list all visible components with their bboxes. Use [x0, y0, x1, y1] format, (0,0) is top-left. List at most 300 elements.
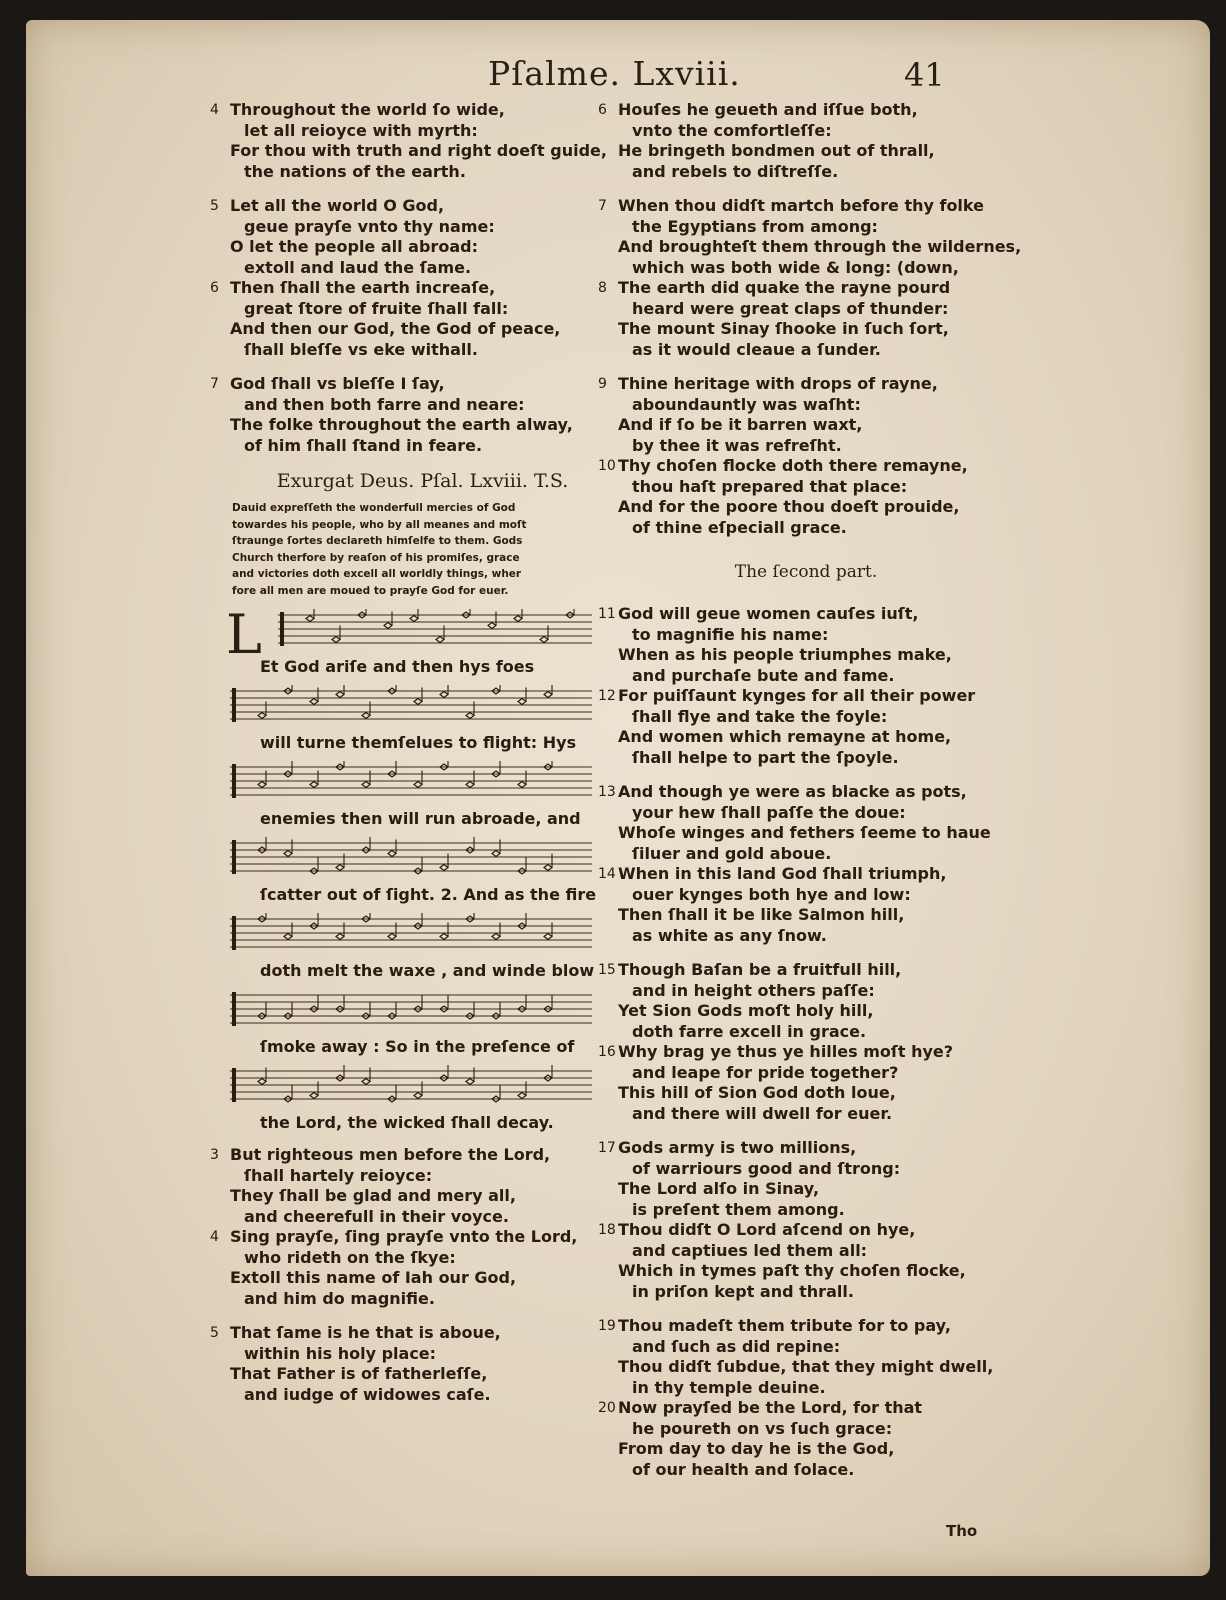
verse-line: [596, 707, 1016, 728]
music-note: [336, 865, 344, 871]
verse-text: Thou didſt O Lord aſcend on hye,: [618, 1220, 916, 1239]
verse-text: Thy choſen flocke doth there remayne,: [618, 456, 968, 475]
verse-line: [596, 864, 1016, 885]
verse-line: [208, 237, 603, 258]
music-staff: [230, 1065, 595, 1105]
music-note: [518, 699, 526, 705]
music-note: [414, 699, 422, 705]
verse-line: [596, 1159, 1016, 1180]
music-lyric: will turne themſelues to flight: Hys: [260, 733, 577, 752]
verse-line: [208, 1186, 603, 1207]
music-staff-row: [226, 603, 605, 685]
verse-text: which was both wide & long: (down,: [632, 257, 959, 277]
verse-text: Why brag ye thus ye hilles moſt hye?: [618, 1042, 954, 1061]
verse-text: This hill of Sion God doth loue,: [618, 1083, 896, 1102]
verse-line: [596, 319, 1016, 340]
verse-line: [596, 100, 1016, 121]
verse-line: [596, 477, 1016, 498]
verse-line: [208, 1248, 603, 1269]
verse-text: of thine eſpeciall grace.: [632, 517, 847, 537]
verse-line: [596, 905, 1016, 926]
argument-line: Dauid expreſſeth the wonderfull mercies of God: [232, 502, 516, 514]
verse-text: God will geue women cauſes iuſt,: [618, 604, 919, 623]
stanza: [210, 100, 605, 182]
verse-line: [596, 456, 1016, 477]
verse-line: [596, 237, 1022, 258]
verse-line: [596, 497, 1016, 518]
verse-text: The earth did quake the rayne pourd: [618, 278, 951, 297]
verse-text: thou haſt prepared that place:: [632, 476, 908, 496]
verse-line: [596, 926, 1016, 947]
right-column: [596, 100, 1022, 1494]
verse-text: That Father is of fatherleſſe,: [230, 1364, 488, 1383]
page-number: 41: [904, 56, 945, 94]
verse-text: Though Baſan be a fruitfull hill,: [618, 960, 902, 979]
verse-text: Throughout the world ſo wide,: [230, 100, 505, 119]
verse-number: 13: [598, 784, 616, 800]
verse-line: [208, 278, 603, 299]
verse-line: [596, 436, 1016, 457]
verse-text: Sing prayſe, ſing prayſe vnto the Lord,: [230, 1227, 578, 1246]
verse-text: of him ſhall ſtand in feare.: [244, 435, 483, 455]
verse-text: of our health and ſolace.: [632, 1459, 855, 1479]
verse-line: [208, 1227, 603, 1248]
verse-text: ſhall flye and take the foyle:: [632, 706, 888, 726]
verse-number: 20: [598, 1400, 616, 1416]
verse-text: and rebels to diſtreſſe.: [632, 161, 839, 181]
music-note: [362, 1079, 370, 1085]
verse-number: 18: [598, 1222, 616, 1238]
verse-line: [208, 1344, 603, 1365]
verse-line: [596, 340, 1016, 361]
verse-text: Thou didſt ſubdue, that they might dwell,: [618, 1357, 994, 1376]
clef-mark: [232, 916, 236, 950]
verse-line: [596, 1398, 1016, 1419]
verse-line: [596, 727, 1016, 748]
music-lyric: Et God ariſe and then hys foes: [260, 657, 535, 676]
music-staff-row: [230, 837, 605, 913]
stanza: [596, 100, 1016, 182]
music-note: [540, 637, 548, 643]
verse-line: [596, 1200, 1016, 1221]
music-note: [414, 1093, 422, 1099]
verse-text: ouer kynges both hye and low:: [632, 884, 911, 904]
verse-line: [596, 1460, 1016, 1481]
verse-text: Thine heritage with drops of rayne,: [618, 374, 938, 393]
verse-line: [596, 625, 1016, 646]
verse-text: extoll and laud the ſame.: [244, 257, 472, 277]
verse-text: Extoll this name of Iah our God,: [230, 1268, 517, 1287]
verse-line: [208, 258, 603, 279]
verse-text: God ſhall vs bleſſe I ſay,: [230, 374, 445, 393]
verse-text: and there will dwell for euer.: [632, 1103, 893, 1123]
verse-text: The Lord alſo in Sinay,: [618, 1179, 820, 1198]
music-staff-row: [230, 1065, 605, 1141]
music-note: [518, 782, 526, 788]
verse-number: 9: [598, 376, 607, 392]
music-note: [362, 713, 370, 719]
verse-text: and purchaſe bute and fame.: [632, 665, 895, 685]
verse-text: And if ſo be it barren waxt,: [618, 415, 863, 434]
psalm-argument: [210, 500, 605, 599]
verse-number: 5: [210, 198, 219, 214]
verse-line: [208, 1268, 603, 1289]
verse-line: [596, 981, 1016, 1002]
stanza: [596, 374, 1016, 538]
music-note: [544, 692, 552, 698]
verse-line: [596, 1357, 1016, 1378]
music-staff: [230, 913, 595, 953]
verse-number: 19: [598, 1318, 616, 1334]
drop-cap: L: [226, 603, 262, 666]
verse-line: [596, 1063, 1016, 1084]
music-note: [258, 1079, 266, 1085]
verse-text: and leape for pride together?: [632, 1062, 899, 1082]
verse-line: [596, 885, 1016, 906]
verse-text: From day to day he is the God,: [618, 1439, 895, 1458]
verse-line: [208, 374, 603, 395]
verse-text: is preſent them among.: [632, 1199, 845, 1219]
verse-text: When as his people triumphes make,: [618, 645, 952, 664]
verse-number: 11: [598, 606, 616, 622]
verse-line: [596, 1022, 1016, 1043]
verse-line: [596, 803, 1016, 824]
music-note: [492, 934, 500, 940]
verse-line: [596, 1042, 1016, 1063]
music-staff-row: [230, 685, 605, 761]
verse-line: [596, 374, 1016, 395]
right-stanzas-bottom: [596, 604, 1016, 1480]
verse-line: [208, 1385, 603, 1406]
verse-text: in priſon kept and thrall.: [632, 1281, 854, 1301]
verse-text: your hew ſhall paſſe the doue:: [632, 802, 906, 822]
left-column: [210, 100, 605, 1419]
verse-text: ſiluer and gold aboue.: [632, 843, 832, 863]
music-note: [362, 782, 370, 788]
music-note: [388, 851, 396, 857]
verse-number: 14: [598, 866, 616, 882]
verse-line: [596, 1282, 1016, 1303]
verse-text: Gods army is two millions,: [618, 1138, 857, 1157]
verse-number: 15: [598, 962, 616, 978]
verse-number: 3: [210, 1147, 219, 1163]
verse-text: in thy temple deuine.: [632, 1377, 826, 1397]
music-staff: [230, 609, 595, 649]
verse-text: heard were great claps of thunder:: [632, 298, 949, 318]
verse-line: [208, 121, 603, 142]
verse-line: [208, 436, 603, 457]
stanza: [596, 782, 1016, 946]
verse-text: ſhall hartely reioyce:: [244, 1165, 433, 1185]
music-note: [436, 637, 444, 643]
verse-text: He bringeth bondmen out of thrall,: [618, 141, 935, 160]
stanza: [210, 196, 605, 360]
verse-text: And broughteſt them through the wildernes,: [618, 237, 1022, 256]
verse-line: [596, 604, 1016, 625]
verse-number: 6: [210, 280, 219, 296]
argument-line: fore all men are moued to prayſe God for euer.: [232, 584, 509, 597]
verse-text: ſhall bleſſe vs eke withall.: [244, 339, 478, 359]
verse-line: [208, 162, 603, 183]
verse-text: within his holy place:: [244, 1343, 437, 1363]
music-note: [488, 623, 496, 629]
verse-line: [596, 1083, 1016, 1104]
music-note: [332, 637, 340, 643]
clef-mark: [232, 840, 236, 874]
verse-text: But righteous men before the Lord,: [230, 1145, 551, 1164]
verse-number: 16: [598, 1044, 616, 1060]
music-note: [258, 713, 266, 719]
section-heading: The ſecond part.: [734, 562, 878, 582]
verse-text: Houſes he geueth and iſſue both,: [618, 100, 918, 119]
music-lyric: ſcatter out of ſight. 2. And as the fire: [260, 885, 597, 904]
verse-text: O let the people all abroad:: [230, 237, 478, 256]
verse-text: They ſhall be glad and mery all,: [230, 1186, 516, 1205]
music-note: [284, 934, 292, 940]
verse-line: [596, 748, 1016, 769]
verse-text: who rideth on the ſkye:: [244, 1247, 456, 1267]
verse-line: [596, 395, 1016, 416]
music-note: [518, 1093, 526, 1099]
verse-text: the Egyptians from among:: [632, 216, 878, 236]
verse-text: and in height others paſſe:: [632, 980, 875, 1000]
verse-number: 10: [598, 458, 616, 474]
verse-text: as it would cleaue a ſunder.: [632, 339, 881, 359]
stanza: [210, 374, 605, 456]
verse-line: [596, 415, 1016, 436]
verse-text: And then our God, the God of peace,: [230, 319, 561, 338]
verse-text: That ſame is he that is aboue,: [230, 1323, 501, 1342]
verse-line: [596, 645, 1016, 666]
verse-text: Which in tymes paſt thy choſen flocke,: [618, 1261, 966, 1280]
clef-mark: [232, 1068, 236, 1102]
verse-line: [596, 1220, 1016, 1241]
verse-line: [208, 415, 603, 436]
verse-text: When in this land God ſhall triumph,: [618, 864, 947, 883]
clef-mark: [280, 612, 284, 646]
verse-text: geue prayſe vnto thy name:: [244, 216, 495, 236]
verse-text: and iudge of widowes caſe.: [244, 1384, 491, 1404]
verse-line: [596, 162, 1016, 183]
stanza: [596, 196, 1022, 360]
verse-text: and ſuch as did repine:: [632, 1336, 841, 1356]
music-note: [410, 616, 418, 622]
clef-mark: [232, 992, 236, 1026]
verse-line: [208, 1289, 603, 1310]
verse-line: [208, 1207, 603, 1228]
verse-line: [596, 1104, 1016, 1125]
music-note: [440, 692, 448, 698]
verse-line: [596, 666, 1016, 687]
music-note: [306, 616, 314, 622]
music-note: [466, 782, 474, 788]
verse-text: Then ſhall it be like Salmon hill,: [618, 905, 905, 924]
verse-line: [596, 217, 1016, 238]
stanza: [210, 1145, 605, 1309]
verse-text: Thou madeſt them tribute for to pay,: [618, 1316, 951, 1335]
verse-text: as white as any ſnow.: [632, 925, 827, 945]
verse-line: [596, 141, 1016, 162]
music-note: [310, 782, 318, 788]
verse-text: For puiſſaunt kynges for all their power: [618, 686, 976, 705]
verse-line: [208, 299, 603, 320]
verse-text: aboundauntly was waſht:: [632, 394, 861, 414]
verse-text: to magnifie his name:: [632, 624, 829, 644]
verse-text: The folke throughout the earth alway,: [230, 415, 573, 434]
music-lyric: the Lord, the wicked ſhall decay.: [260, 1113, 554, 1132]
verse-number: 7: [598, 198, 607, 214]
verse-text: Then ſhall the earth increaſe,: [230, 278, 496, 297]
verse-line: [596, 960, 1016, 981]
verse-text: vnto the comfortleſſe:: [632, 120, 832, 140]
music-note: [544, 865, 552, 871]
left-stanzas-bottom: [210, 1145, 605, 1405]
clef-mark: [232, 688, 236, 722]
verse-line: [208, 141, 607, 162]
verse-line: [596, 1241, 1016, 1262]
verse-line: [208, 319, 603, 340]
music-note: [440, 934, 448, 940]
music-note: [284, 851, 292, 857]
verse-text: of warriours good and ſtrong:: [632, 1158, 901, 1178]
music-lyric: enemies then will run abroade, and: [260, 809, 581, 828]
verse-line: [596, 823, 1016, 844]
verse-text: And for the poore thou doeſt prouide,: [618, 497, 960, 516]
verse-text: and cheerefull in their voyce.: [244, 1206, 509, 1226]
verse-text: Whoſe winges and fethers ſeeme to haue: [618, 823, 991, 842]
verse-number: 5: [210, 1325, 219, 1341]
verse-line: [208, 340, 603, 361]
verse-line: [596, 1439, 1016, 1460]
music-note: [440, 865, 448, 871]
music-note: [336, 692, 344, 698]
verse-text: The mount Sinay ſhooke in ſuch ſort,: [618, 319, 949, 338]
music-staff-row: [230, 989, 605, 1065]
verse-line: [596, 1001, 1016, 1022]
verse-line: [596, 196, 1016, 217]
verse-number: 8: [598, 280, 607, 296]
verse-line: [596, 299, 1016, 320]
verse-text: Yet Sion Gods moſt holy hill,: [618, 1001, 874, 1020]
verse-text: great ſtore of fruite ſhall fall:: [244, 298, 509, 318]
verse-line: [208, 217, 603, 238]
music-staff: [230, 761, 595, 801]
verse-line: [596, 1179, 1016, 1200]
verse-line: [596, 1138, 1016, 1159]
verse-number: 17: [598, 1140, 616, 1156]
catchword: Tho: [946, 1522, 978, 1540]
verse-line: [596, 686, 1016, 707]
music-staff: [230, 837, 595, 877]
clef-mark: [232, 764, 236, 798]
music-note: [544, 934, 552, 940]
verse-line: [208, 1364, 603, 1385]
stanza: [596, 960, 1016, 1124]
verse-text: And women which remayne at home,: [618, 727, 952, 746]
verse-line: [208, 1145, 603, 1166]
verse-text: he poureth on vs ſuch grace:: [632, 1418, 893, 1438]
page-title: Pſalme. Lxviii.: [488, 54, 741, 93]
music-staff: [230, 989, 595, 1029]
verse-text: the nations of the earth.: [244, 161, 466, 181]
argument-line: Church therfore by reaſon of his promiſes, grace: [232, 551, 520, 564]
verse-text: and captiues led them all:: [632, 1240, 868, 1260]
music-staff-row: [230, 761, 605, 837]
stanza: [596, 604, 1016, 768]
music-note: [414, 782, 422, 788]
music-note: [388, 934, 396, 940]
music-lyric: doth melt the waxe , and winde blow: [260, 961, 595, 980]
verse-line: [596, 1261, 1016, 1282]
verse-line: [596, 1378, 1016, 1399]
verse-text: and then both farre and neare:: [244, 394, 525, 414]
verse-number: 6: [598, 102, 607, 118]
left-stanzas-top: [210, 100, 605, 456]
verse-line: [596, 518, 1016, 539]
verse-line: [208, 100, 603, 121]
verse-line: [596, 278, 1016, 299]
music-note: [492, 851, 500, 857]
verse-text: When thou didſt martch before thy folke: [618, 196, 984, 215]
verse-text: Let all the world O God,: [230, 196, 445, 215]
verse-line: [596, 258, 1016, 279]
verse-text: ſhall helpe to part the ſpoyle.: [632, 747, 899, 767]
argument-line: and victories doth excell all worldly things, wher: [232, 568, 522, 580]
verse-number: 7: [210, 376, 219, 392]
music-notation: [226, 603, 605, 1141]
right-stanzas-top: [596, 100, 1022, 538]
music-staff-row: [230, 913, 605, 989]
music-staff: [230, 685, 595, 725]
verse-line: [596, 782, 1016, 803]
verse-number: 4: [210, 102, 219, 118]
verse-text: For thou with truth and right doeſt guide,: [230, 141, 607, 160]
stanza: [596, 1138, 1016, 1302]
music-note: [466, 713, 474, 719]
verse-line: [596, 844, 1016, 865]
verse-line: [596, 1316, 1016, 1337]
argument-line: ſtraunge ſortes declareth himſelfe to them. Gods: [232, 535, 523, 547]
music-note: [310, 699, 318, 705]
music-note: [258, 782, 266, 788]
stanza: [596, 1316, 1016, 1480]
psalm-heading: Exurgat Deus. Pſal. Lxviii. T.S.: [276, 470, 569, 492]
stanza: [210, 1323, 605, 1405]
verse-line: [596, 1337, 1016, 1358]
music-note: [310, 1093, 318, 1099]
music-note: [336, 934, 344, 940]
verse-line: [208, 1166, 603, 1187]
verse-text: And though ye were as blacke as pots,: [618, 782, 967, 801]
verse-text: and him do magnifie.: [244, 1288, 435, 1308]
verse-line: [596, 1419, 1016, 1440]
verse-line: [208, 1323, 603, 1344]
verse-line: [208, 395, 603, 416]
music-lyric: ſmoke away : So in the preſence of: [260, 1037, 575, 1056]
verse-text: Now prayſed be the Lord, for that: [618, 1398, 923, 1417]
verse-text: doth farre excell in grace.: [632, 1021, 867, 1041]
verse-text: let all reioyce with myrth:: [244, 120, 478, 140]
verse-text: by thee it was refreſht.: [632, 435, 842, 455]
music-note: [384, 623, 392, 629]
book-page: [26, 20, 1210, 1576]
music-note: [466, 1079, 474, 1085]
verse-line: [596, 121, 1016, 142]
argument-line: towardes his people, who by all meanes and moſt: [232, 518, 527, 531]
verse-line: [208, 196, 603, 217]
verse-number: 12: [598, 688, 616, 704]
music-note: [514, 616, 522, 622]
